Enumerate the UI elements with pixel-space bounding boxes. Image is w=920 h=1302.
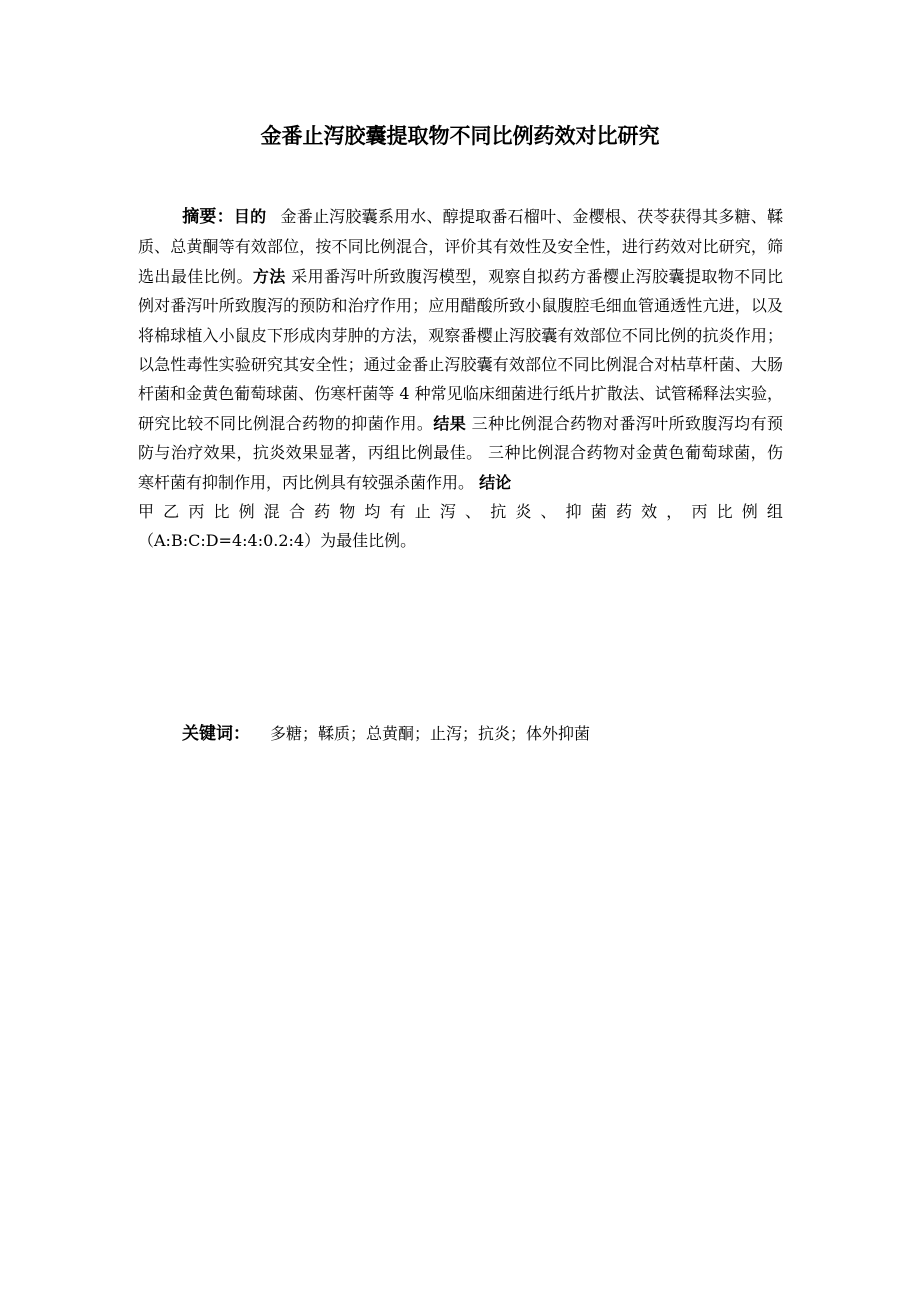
conclusion-char: 抗	[490, 502, 507, 522]
keywords-line	[182, 720, 590, 748]
conclusion-char: 菌	[590, 502, 607, 522]
conclusion-char: 乙	[163, 502, 180, 522]
keywords-text: 多糖；鞣质；总黄酮；止泻；抗炎；体外抑菌	[270, 724, 591, 743]
conclusion-char: 抑	[565, 502, 582, 522]
results-label: 结果	[433, 413, 467, 433]
conclusion-char: 均	[364, 502, 381, 522]
conclusion-char: 炎	[515, 502, 532, 522]
conclusion-char: 药	[615, 502, 632, 522]
conclusion-line-1	[138, 497, 783, 526]
conclusion-char: 丙	[691, 502, 708, 522]
conclusion-char: 比	[213, 502, 230, 522]
results-text: 三种比例混合药物对番泻叶所致腹泻均有预防与治疗效果，抗炎效果显著，丙组比例最佳。 三种比例混合药物对金黄色葡萄球菌，伤寒杆菌有抑制作用，丙比例具有较强杀菌作用。	[138, 413, 783, 492]
conclusion-char: 例	[238, 502, 255, 522]
conclusion-char: 效	[641, 502, 658, 522]
paper-title: 金番止泻胶囊提取物不同比例药效对比研究	[260, 124, 660, 148]
conclusion-char: 止	[414, 502, 431, 522]
methods-label: 方法	[252, 266, 286, 286]
conclusion-char: 比	[716, 502, 733, 522]
conclusion-char: 泻	[439, 502, 456, 522]
conclusion-char: 混	[263, 502, 280, 522]
conclusion-char: 物	[339, 502, 356, 522]
conclusion-char: 药	[314, 502, 331, 522]
methods-text: 采用番泻叶所致腹泻模型，观察自拟药方番樱止泻胶囊提取物不同比例对番泻叶所致腹泻的预防和治疗作用；应用醋酸所致小鼠腹腔毛细血管通透性亢进，以及将棉球植入小鼠皮下形成肉芽肿的方法，观察番樱止泻胶囊有效部位不同比例的抗炎作用；以急性毒性实验研究其安全性；通过金番止泻胶囊有效部位不同比例混合对枯草杆菌、大肠杆菌和金黄色葡萄球菌、伤寒杆菌等 4 种常见临床细菌进行纸片扩散法、试管稀释法实验，研究比较不同比例混合药物的抑菌作用。	[138, 266, 783, 433]
conclusion-char: 丙	[188, 502, 205, 522]
objective-text: 金番止泻胶囊系用水、醇提取番石榴叶、金樱根、茯苓获得其多糖、鞣质、总黄酮等有效部位，按不同比例混合，评价其有效性及安全性，进行药效对比研究，筛选出最佳比例。	[138, 207, 783, 286]
abstract-label: 摘要：	[182, 207, 234, 227]
conclusion-char: 合	[288, 502, 305, 522]
conclusion-char: ，	[666, 502, 683, 522]
conclusion-char: 甲	[138, 502, 155, 522]
abstract-paragraph	[138, 202, 783, 556]
conclusion-char: 有	[389, 502, 406, 522]
conclusion-char: 组	[766, 502, 783, 522]
conclusion-char: 、	[540, 502, 557, 522]
conclusion-label: 结论	[479, 472, 512, 492]
conclusion-char: 、	[465, 502, 482, 522]
conclusion-char: 例	[741, 502, 758, 522]
objective-label: 目的	[233, 207, 267, 226]
conclusion-line-2: （A:B:C:D=4:4:0.2:4）为最佳比例。	[138, 531, 417, 551]
keywords-label: 关键词：	[182, 724, 250, 744]
